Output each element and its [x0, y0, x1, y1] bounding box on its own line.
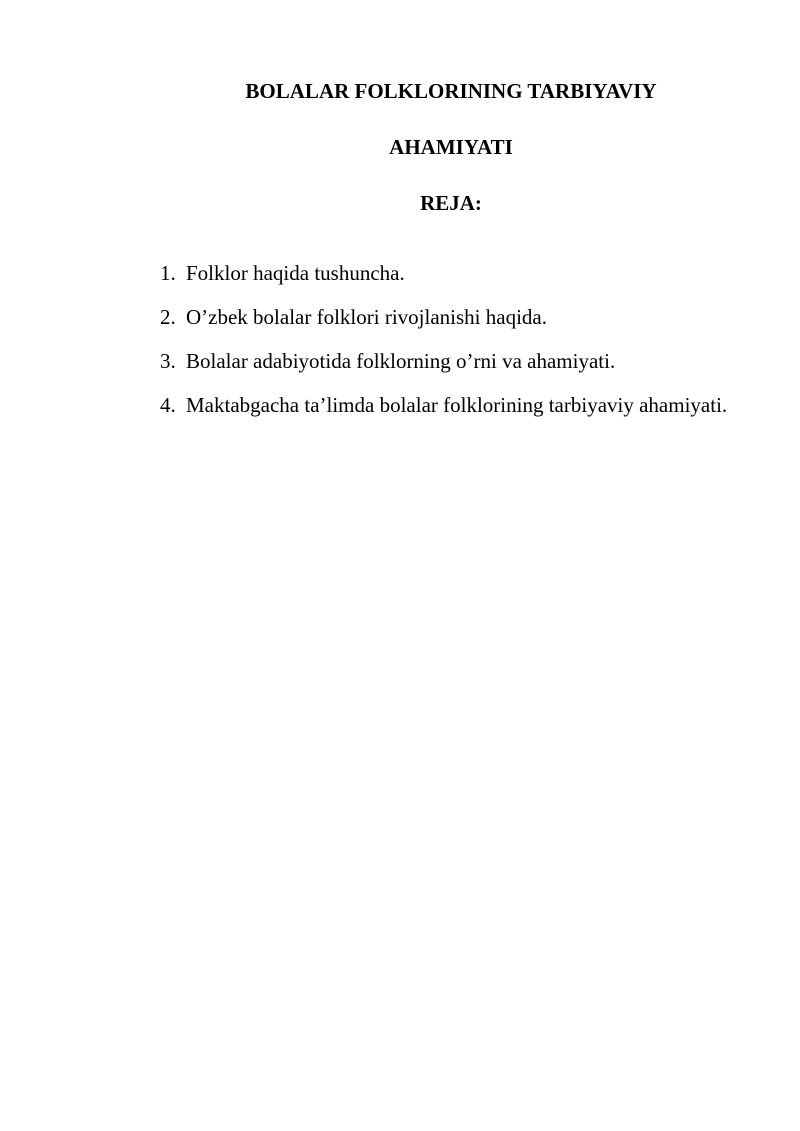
plan-list	[160, 245, 742, 433]
plan-item-text: Maktabgacha ta’limda bolalar folklorining tarbiyaviy ahamiyati.	[186, 393, 728, 417]
plan-item-text: Folklor haqida tushuncha.	[186, 261, 405, 285]
plan-item	[160, 377, 742, 433]
plan-heading: REJA:	[420, 191, 482, 215]
document-title-line-1: BOLALAR FOLKLORINING TARBIYAVIY	[245, 79, 657, 103]
plan-item-number: 4.	[160, 393, 176, 417]
document-title-line-2: AHAMIYATI	[389, 135, 513, 159]
plan-item-number: 3.	[160, 349, 176, 373]
plan-item-number: 2.	[160, 305, 176, 329]
plan-item-text: Bolalar adabiyotida folklorning o’rni va ahamiyati.	[186, 349, 616, 373]
plan-item-text: O’zbek bolalar folklori rivojlanishi haqida.	[186, 305, 547, 329]
plan-item-number: 1.	[160, 261, 176, 285]
